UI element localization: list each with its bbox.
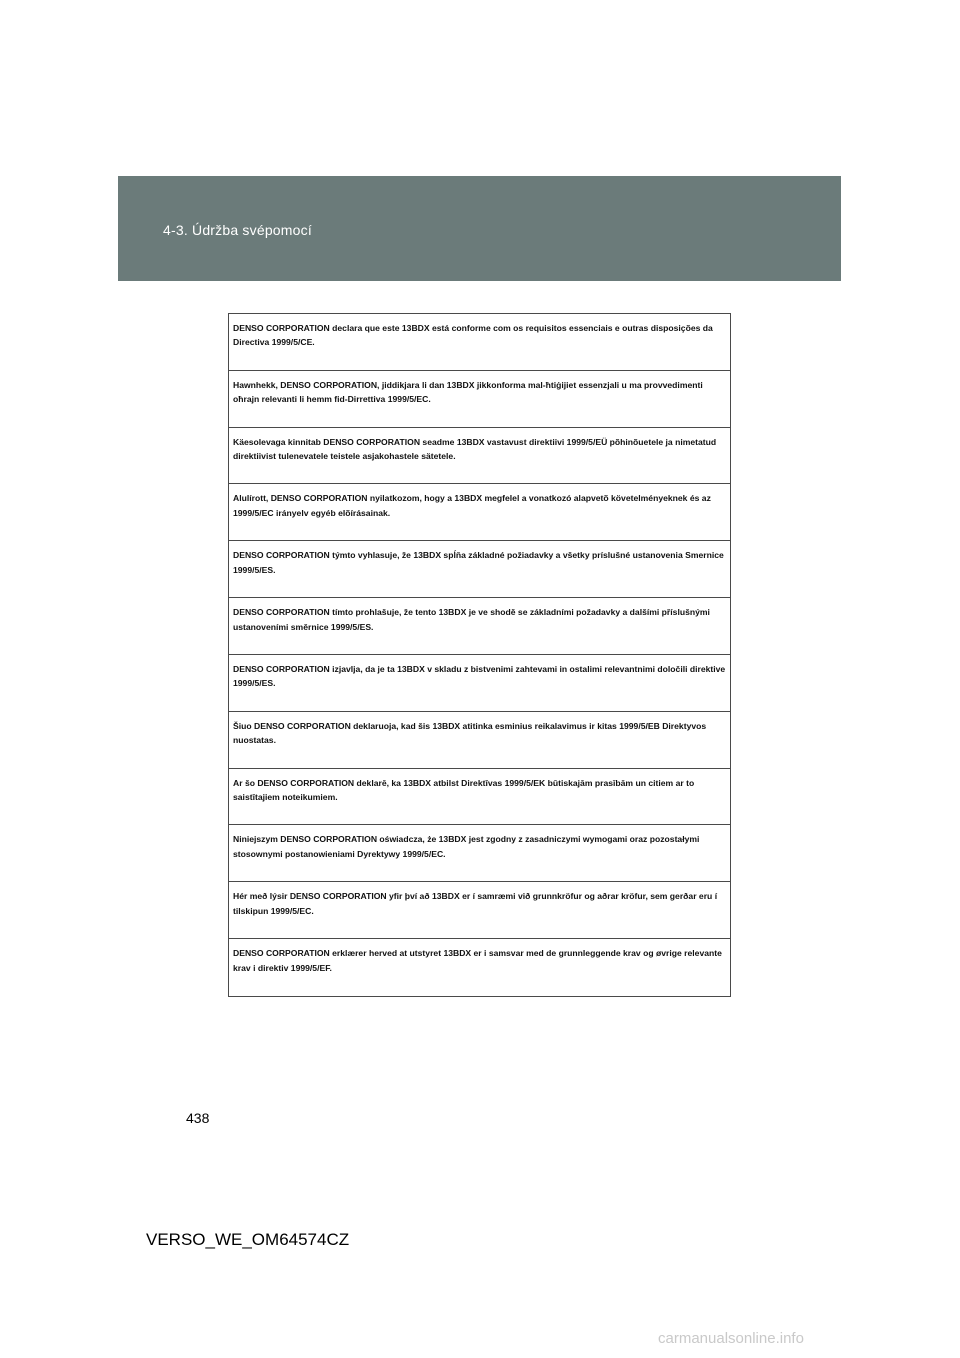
page-number: 438 (186, 1110, 210, 1126)
document-code: VERSO_WE_OM64574CZ (146, 1230, 350, 1249)
section-title: 4-3. Údržba svépomocí (163, 222, 312, 238)
declaration-row-portuguese: DENSO CORPORATION declara que este 13BDX está conforme com os requisitos essenciais e outras disposições da Directiva 1999/5/CE. (229, 314, 730, 371)
declaration-row-norwegian: DENSO CORPORATION erklærer herved at utstyret 13BDX er i samsvar med de grunnleggende krav og øvrige relevante krav i direktiv 1999/5/EF. (233, 948, 722, 973)
declaration-row-maltese: Hawnhekk, DENSO CORPORATION, jiddikjara li dan 13BDX jikkonforma mal-ħtiġijiet essenzjali u ma provvedimenti oħrajn relevanti li hemm fid-Dirrettiva 1999/5/EC. (229, 371, 730, 428)
declaration-table (228, 313, 731, 997)
watermark: carmanualsonline.info (658, 1330, 804, 1347)
declaration-row-icelandic: Hér með lýsir DENSO CORPORATION yfir því að 13BDX er í samræmi við grunnkröfur og aðrar kröfur, sem gerðar eru í tilskipun 1999/5/EC. (229, 882, 730, 939)
declaration-row-latvian: Ar šo DENSO CORPORATION deklarē, ka 13BDX atbilst Direktīvas 1999/5/EK būtiskajām prasībām un citiem ar to saistītajiem noteikumiem. (229, 769, 730, 826)
declaration-row-czech: DENSO CORPORATION tímto prohlašuje, že tento 13BDX je ve shodě se základními požadavky a dalšími příslušnými ustanoveními směrnice 1999/5/ES. (229, 598, 730, 655)
declaration-row-estonian: Käesolevaga kinnitab DENSO CORPORATION seadme 13BDX vastavust direktiivi 1999/5/EÜ põhinõuetele ja nimetatud direktiivist tulenevatele teistele asjakohastele sätetele. (229, 428, 730, 485)
declaration-row-polish: Niniejszym DENSO CORPORATION oświadcza, że 13BDX jest zgodny z zasadniczymi wymogami oraz pozostałymi stosownymi postanowieniami Dyrektywy 1999/5/EC. (229, 825, 730, 882)
declaration-row-slovenian: DENSO CORPORATION izjavlja, da je ta 13BDX v skladu z bistvenimi zahtevami in ostalimi relevantnimi določili direktive 1999/5/ES. (229, 655, 730, 712)
declaration-row-lithuanian: Šiuo DENSO CORPORATION deklaruoja, kad šis 13BDX atitinka esminius reikalavimus ir kitas 1999/5/EB Direktyvos nuostatas. (229, 712, 730, 769)
declaration-row-slovak: DENSO CORPORATION týmto vyhlasuje, že 13BDX spĺňa základné požiadavky a všetky príslušné ustanovenia Smernice 1999/5/ES. (229, 541, 730, 598)
declaration-row-hungarian: Alulírott, DENSO CORPORATION nyilatkozom, hogy a 13BDX megfelel a vonatkozó alapvetõ követelményeknek és az 1999/5/EC irányelv egyéb elõírásainak. (229, 484, 730, 541)
section-header-band (118, 176, 841, 281)
